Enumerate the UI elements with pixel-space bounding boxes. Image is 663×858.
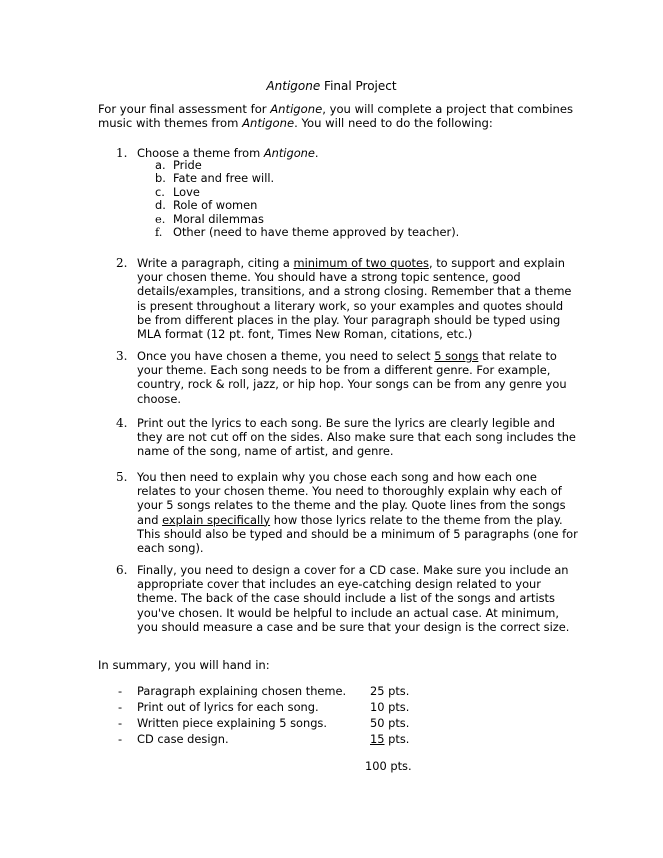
intro-text-1: For your final assessment for [98,102,271,116]
summary-desc: Written piece explaining 5 songs. [137,716,327,730]
sub-text: Moral dilemmas [173,211,264,226]
summary-row [98,731,428,747]
summary-points-text: 25 pts. [370,684,410,698]
item-text-part: Choose a theme from [137,146,264,160]
sub-item [155,172,535,185]
item-text: Finally, you need to design a cover for a CD case. Make sure you include an appropriate cover that includes an eye-catching design related to your theme. The back of the case should include a list of the songs and artists you've chosen. It would be helpful to include an actual case. At minimum, you should measure a case and be sure that your design is the correct size. [137,563,570,634]
sub-text: Love [173,184,200,199]
summary-points-text: 10 pts. [370,700,410,714]
summary-dash: - [118,700,123,714]
summary-points-text: pts. [384,732,410,746]
summary-row [98,699,428,715]
item-number: 2. [116,256,128,270]
item-text-underline: explain specifically [162,512,271,527]
item-text-part: You then need to explain why you chose each song and how each one relates to your chosen theme. You need to thoroughly explain why each of your 5 songs relates to the theme and the play. Quote lines from the songs and [137,470,566,527]
item-text [137,349,578,406]
sub-list [155,159,535,239]
summary-dash: - [118,732,123,746]
sub-item [155,159,535,172]
item-text-underline: minimum of two quotes [293,256,429,270]
item-number: 4. [116,416,128,430]
sub-letter: b. [155,171,166,186]
sub-text: Pride [173,158,202,172]
item-text [137,256,578,341]
intro-text-3: . You will need to do the following: [294,116,493,131]
summary-desc: Print out of lyrics for each song. [137,700,319,714]
item-text: Print out the lyrics to each song. Be sure the lyrics are clearly legible and they are not cut off on the sides. Also make sure that each song includes the name of the song, name of artist, and genre. [137,416,576,459]
summary-points [370,699,409,715]
sub-item [155,199,535,212]
sub-text: Role of women [173,198,258,213]
sub-text: Fate and free will. [173,171,275,186]
item-number: 3. [116,349,128,363]
title-rest: Final Project [320,79,397,93]
sub-letter: f. [155,224,163,239]
summary-points-text: 50 pts. [370,716,410,730]
summary-points-underline: 15 [370,732,385,746]
sub-letter: c. [155,184,165,199]
total-points: 100 pts. [365,759,412,773]
sub-item [155,226,535,239]
summary-dash: - [118,716,123,730]
sub-item [155,186,535,199]
summary-desc: Paragraph explaining chosen theme. [137,684,347,698]
item-text-italic: Antigone [263,146,315,160]
sub-item [155,213,535,226]
title-italic: Antigone [266,79,321,93]
item-text-underline: 5 songs [434,349,479,363]
item-text [137,470,578,555]
item-text-part: , to support and explain your chosen theme. You should have a strong topic sentence, good details/examples, transitions, and a strong closing. Remember that a theme is present throughout a literary work, so your examples and quotes should be from different places in the play. Your paragraph should be typed using MLA format (12 pt. font, Times New Roman, citations, etc.) [137,256,572,342]
sub-letter: d. [155,198,166,213]
item-text-part: that relate to your theme. Each song needs to be from a different genre. For example, country, rock & roll, jazz, or hip hop. Your songs can be from any genre you choose. [137,349,567,406]
item-text-part: . [314,146,319,160]
intro-italic-2: Antigone [242,116,295,131]
summary-heading: In summary, you will hand in: [98,658,270,672]
summary-row [98,683,428,699]
item-number: 6. [116,563,128,577]
sub-letter: a. [155,158,166,172]
intro-text-2: , you will complete a project that combines music with themes from [98,102,574,131]
item-text-part: Once you have chosen a theme, you need to select [137,349,435,363]
summary-dash: - [118,684,123,698]
summary-points [370,683,409,699]
summary-points [370,731,409,747]
sub-text: Other (need to have theme approved by teacher). [173,224,460,239]
item-number: 5. [116,470,128,484]
summary-desc: CD case design. [137,732,229,746]
summary-points [370,715,409,731]
item-number: 1. [116,146,128,160]
intro-italic-1: Antigone [270,102,323,116]
item-text-part: Write a paragraph, citing a [137,256,294,270]
item-text-part: how those lyrics relate to the theme from the play. This should also be typed and should be a minimum of 5 paragraphs (one for each song). [137,512,578,556]
page-title [0,79,663,94]
intro-paragraph [98,102,578,131]
summary-row [98,715,428,731]
sub-letter: e. [155,211,166,226]
